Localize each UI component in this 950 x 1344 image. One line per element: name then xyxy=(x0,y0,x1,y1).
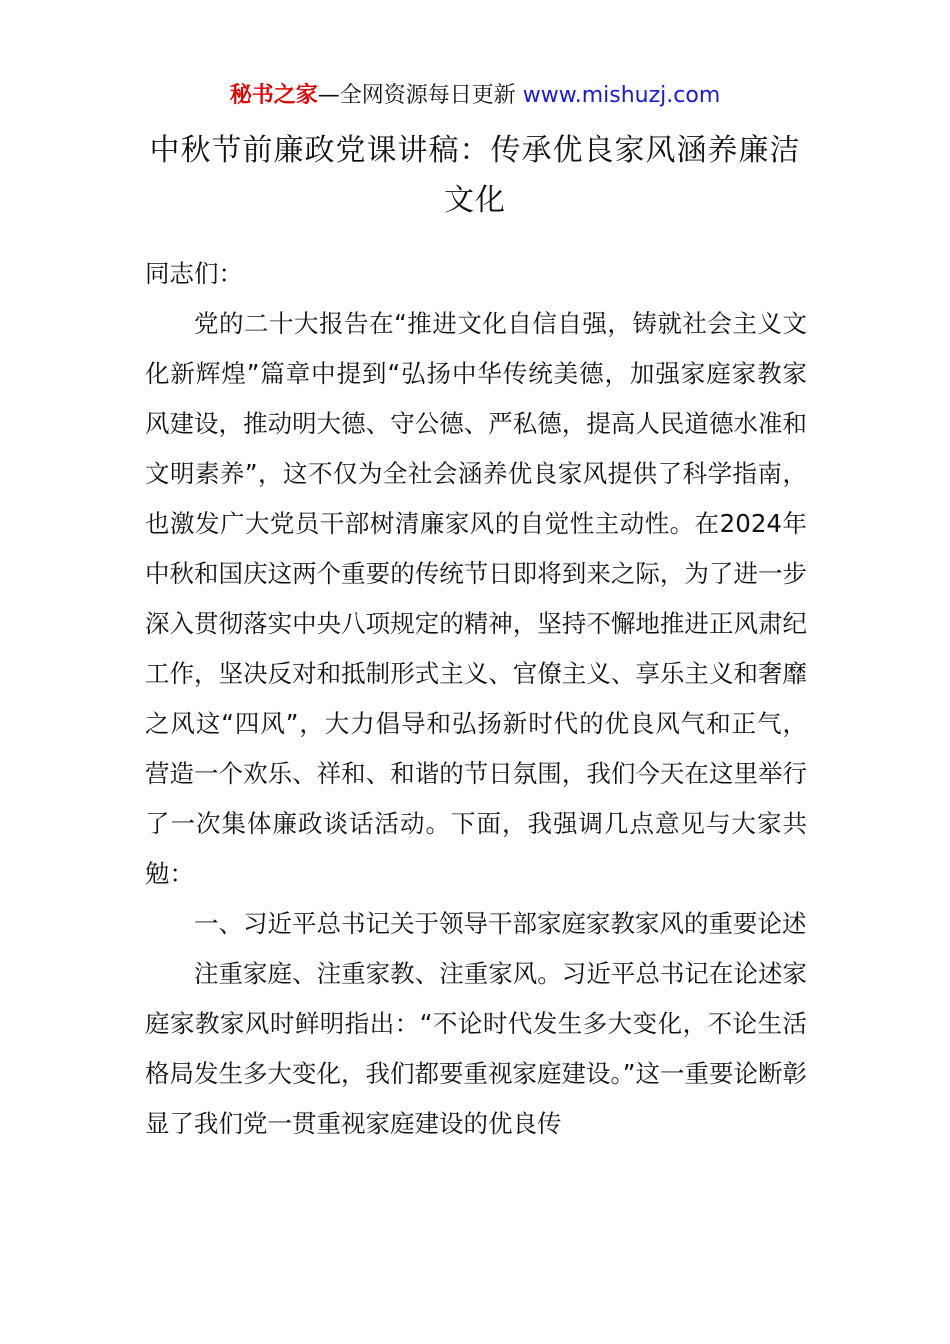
site-banner xyxy=(0,80,950,112)
document-body xyxy=(145,249,807,1149)
body-paragraph: 注重家庭、注重家教、注重家风。习近平总书记在论述家庭家教家风时鲜明指出：“不论时代发生多大变化，不论生活格局发生多大变化，我们都要重视家庭建设。”这一重要论断彰显了我们党一贯重视家庭建设的优良传 xyxy=(145,959,807,1138)
section-heading: 一、习近平总书记关于领导干部家庭家教家风的重要论述 xyxy=(194,909,807,938)
body-paragraph: 党的二十大报告在“推进文化自信自强，铸就社会主义文化新辉煌”篇章中提到“弘扬中华传统美德，加强家庭家教家风建设，推动明大德、守公德、严私德，提高人民道德水准和文明素养”，这不仅为全社会涵养优良家风提供了科学指南，也激发广大党员干部树清廉家风的自觉性主动性。在2024年中秋和国庆这两个重要的传统节日即将到来之际，为了进一步深入贯彻落实中央八项规定的精神，坚持不懈地推进正风肃纪工作，坚决反对和抵制形式主义、官僚主义、享乐主义和奢靡之风这“四风”，大力倡导和弘扬新时代的优良风气和正气，营造一个欢乐、祥和、和谐的节日氛围，我们今天在这里举行了一次集体廉政谈话活动。下面，我强调几点意见与大家共勉： xyxy=(145,309,807,888)
site-url-link[interactable]: www.mishuzj.com xyxy=(522,83,721,108)
document-title: 中秋节前廉政党课讲稿：传承优良家风涵养廉洁文化 xyxy=(149,133,801,218)
brand-name: 秘书之家 xyxy=(229,83,318,108)
banner-tagline: —全网资源每日更新 xyxy=(317,83,523,108)
salutation: 同志们： xyxy=(145,259,243,288)
